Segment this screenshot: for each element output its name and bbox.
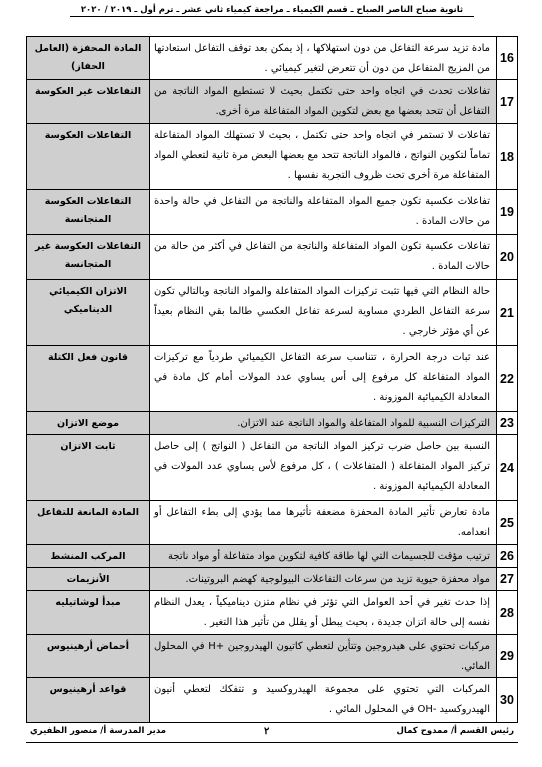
row-number: 17 xyxy=(497,80,518,124)
definition-text: تفاعلات عكسية تكون المواد المتفاعلة والناتجة من التفاعل في أكثر من حالة من حالات المادة . xyxy=(150,235,497,280)
footer-department-head: رئيس القسم أ/ ممدوح كمال xyxy=(396,726,514,736)
definition-row xyxy=(27,678,518,723)
row-number: 16 xyxy=(497,37,518,80)
header-title: ثانوية صباح الناصر الصباح ـ قسم الكيمياء ـ مراجعة كيمياء ثاني عشر ـ ترم أول ـ ٢٠١٩ / ٢٠٢٠ xyxy=(80,5,464,15)
definitions-table xyxy=(26,36,518,723)
term-label: أحماض أرهينيوس xyxy=(27,635,150,678)
definition-text: النسبة بين حاصل ضرب تركيز المواد الناتجة من التفاعل ( النواتج ) إلى حاصل تركيز المواد المتفاعلة ( المتفاعلات ) ، كل مرفوع لأس يساوي عدد المولات في المعادلة الكيميائية الموزونة . xyxy=(150,435,497,501)
definition-text: تفاعلات عكسية تكون جميع المواد المتفاعلة والناتجة من التفاعل في حالة واحدة من حالات المادة . xyxy=(150,190,497,235)
definition-text: التركيزات النسبية للمواد المتفاعلة والمواد الناتجة عند الاتزان. xyxy=(150,412,497,435)
term-label: موضع الاتزان xyxy=(27,412,150,435)
definition-row xyxy=(27,190,518,235)
term-label: الأنزيمات xyxy=(27,568,150,591)
term-label: الاتزان الكيميائي الديناميكي xyxy=(27,280,150,346)
definition-text: ترتيب مؤقت للجسيمات التي لها طاقة كافية لتكوين مواد متفاعلة أو مواد ناتجة xyxy=(150,545,497,568)
term-label: ثابت الاتزان xyxy=(27,435,150,501)
term-label: قانون فعل الكتلة xyxy=(27,346,150,412)
term-label: المركب المنشط xyxy=(27,545,150,568)
definition-row xyxy=(27,124,518,190)
definition-row xyxy=(27,346,518,412)
page-header xyxy=(70,4,474,17)
definition-text: عند ثبات درجة الحرارة ، تتناسب سرعة التفاعل الكيميائي طردياً مع تركيزات المواد المتفاعلة كل مرفوع إلى أس يساوي عدد المولات أمام كل مادة في المعادلة الكيميائية الموزونة . xyxy=(150,346,497,412)
row-number: 27 xyxy=(497,568,518,591)
term-label: التفاعلات العكوسة xyxy=(27,124,150,190)
row-number: 24 xyxy=(497,435,518,501)
definitions-body xyxy=(27,37,518,723)
page-number: ٢ xyxy=(264,726,270,737)
term-label: التفاعلات العكوسة المتجانسة xyxy=(27,190,150,235)
definition-text: مادة تعارض تأثير المادة المحفزة مضعفة تأثيرها مما يؤدي إلى بطء التفاعل أو انعدامه. xyxy=(150,501,497,545)
footer-principal: مدير المدرسة أ/ منصور الظفيري xyxy=(30,726,167,736)
definition-row xyxy=(27,501,518,545)
definition-row xyxy=(27,37,518,80)
definition-text: مواد محفزة حيوية تزيد من سرعات التفاعلات البيولوجية كهضم البروتينات. xyxy=(150,568,497,591)
footer-divider xyxy=(26,742,518,743)
definition-row xyxy=(27,280,518,346)
definition-row xyxy=(27,435,518,501)
row-number: 18 xyxy=(497,124,518,190)
row-number: 29 xyxy=(497,635,518,678)
definition-text: حالة النظام التي فيها تثبت تركيزات المواد المتفاعلة والمواد الناتجة وبالتالي تكون سرعة التفاعل الطردي مساوية لسرعة تفاعل العكسي طالما بقي النظام بعيداً عن أي مؤثر خارجي . xyxy=(150,280,497,346)
row-number: 28 xyxy=(497,591,518,635)
row-number: 20 xyxy=(497,235,518,280)
term-label: التفاعلات غير العكوسة xyxy=(27,80,150,124)
row-number: 26 xyxy=(497,545,518,568)
definition-row xyxy=(27,545,518,568)
definition-row xyxy=(27,80,518,124)
row-number: 22 xyxy=(497,346,518,412)
definition-text: تفاعلات لا تستمر في اتجاه واحد حتى تكتمل ، بحيث لا تستهلك المواد المتفاعلة تماماً لتكوين النواتج ، فالمواد الناتجة تتحد مع بعضها البعض مرة ثانية لتعطي المواد المتفاعلة مرة أخرى تحت ظروف التجربة نفسها . xyxy=(150,124,497,190)
row-number: 19 xyxy=(497,190,518,235)
definition-row xyxy=(27,235,518,280)
definition-text: تفاعلات تحدث في اتجاه واحد حتى تكتمل بحيث لا تستطيع المواد الناتجة من التفاعل أن تتحد بعضها مع بعض لتكوين المواد المتفاعلة مرة أخرى. xyxy=(150,80,497,124)
definition-text: مادة تزيد سرعة التفاعل من دون استهلاكها ، إذ يمكن بعد توقف التفاعل استعادتها من المزيج المتفاعل من دون أن تتعرض لتغير كيميائي . xyxy=(150,37,497,80)
definition-text: مركبات تحتوي على هيدروجين وتتأين لتعطي كاتيون الهيدروجين +H في المحلول المائي. xyxy=(150,635,497,678)
definition-row xyxy=(27,412,518,435)
term-label: المادة المانعة للتفاعل xyxy=(27,501,150,545)
term-label: قواعد أرهينيوس xyxy=(27,678,150,723)
row-number: 21 xyxy=(497,280,518,346)
definition-text: المركبات التي تحتوي على مجموعة الهيدروكسيد و تتفكك لتعطي أنيون الهيدروكسيد -OH في المحلول المائي . xyxy=(150,678,497,723)
term-label: مبدأ لوشاتيليه xyxy=(27,591,150,635)
term-label: المادة المحفزة (العامل الحفاز) xyxy=(27,37,150,80)
term-label: التفاعلات العكوسة غير المتجانسة xyxy=(27,235,150,280)
definition-row xyxy=(27,635,518,678)
page-footer xyxy=(26,726,518,740)
definition-row xyxy=(27,568,518,591)
definition-row xyxy=(27,591,518,635)
row-number: 25 xyxy=(497,501,518,545)
row-number: 23 xyxy=(497,412,518,435)
row-number: 30 xyxy=(497,678,518,723)
definition-text: إذا حدث تغير في أحد العوامل التي تؤثر في نظام متزن ديناميكياً ، يعدل النظام نفسه إلى حالة اتزان جديدة ، بحيث يبطل أو يقلل من تأثير هذا التغير . xyxy=(150,591,497,635)
